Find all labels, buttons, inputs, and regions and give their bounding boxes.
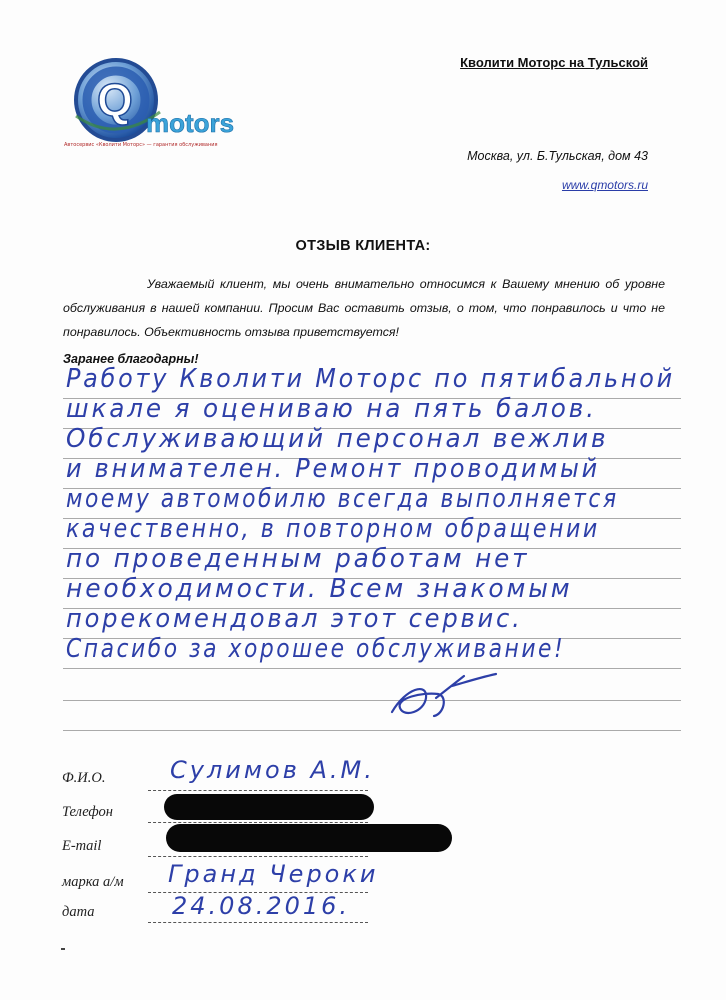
car-label: марка а/м: [62, 874, 124, 890]
ruled-line: [63, 700, 681, 701]
review-line: Спасибо за хорошее обслуживание!: [66, 634, 566, 664]
fio-value: Сулимов А.М.: [170, 756, 375, 784]
fio-field-line: [148, 790, 368, 791]
signature: [386, 668, 506, 728]
phone-label: Телефон: [62, 804, 113, 820]
date-field-line: [148, 922, 368, 923]
document-title: ОТЗЫВ КЛИЕНТА:: [295, 238, 431, 254]
thanks-line: Заранее благодарны!: [63, 352, 199, 366]
email-redaction: [166, 824, 452, 852]
review-line: Обслуживающий персонал вежлив: [66, 424, 609, 454]
review-line: необходимости. Всем знакомым: [66, 574, 573, 604]
intro-paragraph: Уважаемый клиент, мы очень внимательно относимся к Вашему мнению об уровне обслуживания в нашей компании. Просим Вас оставить отзыв, о том, что понравилось и что не понравилось. Объективность отзыва приветствуется!: [63, 277, 665, 339]
email-label: E-mail: [62, 838, 102, 854]
review-line: моему автомобилю всегда выполняется: [66, 484, 619, 514]
logo-letter: Q: [97, 74, 133, 126]
review-line: по проведенным работам нет: [66, 544, 530, 574]
email-field-line: [148, 856, 368, 857]
review-line: качественно, в повторном обращении: [66, 514, 600, 544]
date-label: дата: [62, 904, 95, 920]
phone-field-line: [148, 822, 368, 823]
review-line: Работу Кволити Моторс по пятибальной: [66, 364, 675, 394]
review-line: шкале я оцениваю на пять балов.: [66, 394, 597, 424]
ruled-line: [63, 668, 681, 669]
ruled-line: [63, 730, 681, 731]
date-value: 24.08.2016.: [172, 892, 351, 920]
company-address: Москва, ул. Б.Тульская, дом 43: [467, 149, 648, 163]
phone-redaction: [164, 794, 374, 820]
website-link[interactable]: www.qmotors.ru: [561, 178, 648, 192]
page-mark: [61, 948, 65, 950]
car-value: Гранд Чероки: [168, 860, 379, 888]
review-line: и внимателен. Ремонт проводимый: [66, 454, 600, 484]
logo-wordmark: motors: [146, 108, 235, 138]
logo-tagline: Автосервис «Кволити Моторс» — гарантия обслуживания: [64, 142, 218, 148]
review-line: порекомендовал этот сервис.: [66, 604, 523, 634]
fio-label: Ф.И.О.: [62, 770, 106, 786]
company-name: Кволити Моторс на Тульской: [460, 55, 648, 70]
